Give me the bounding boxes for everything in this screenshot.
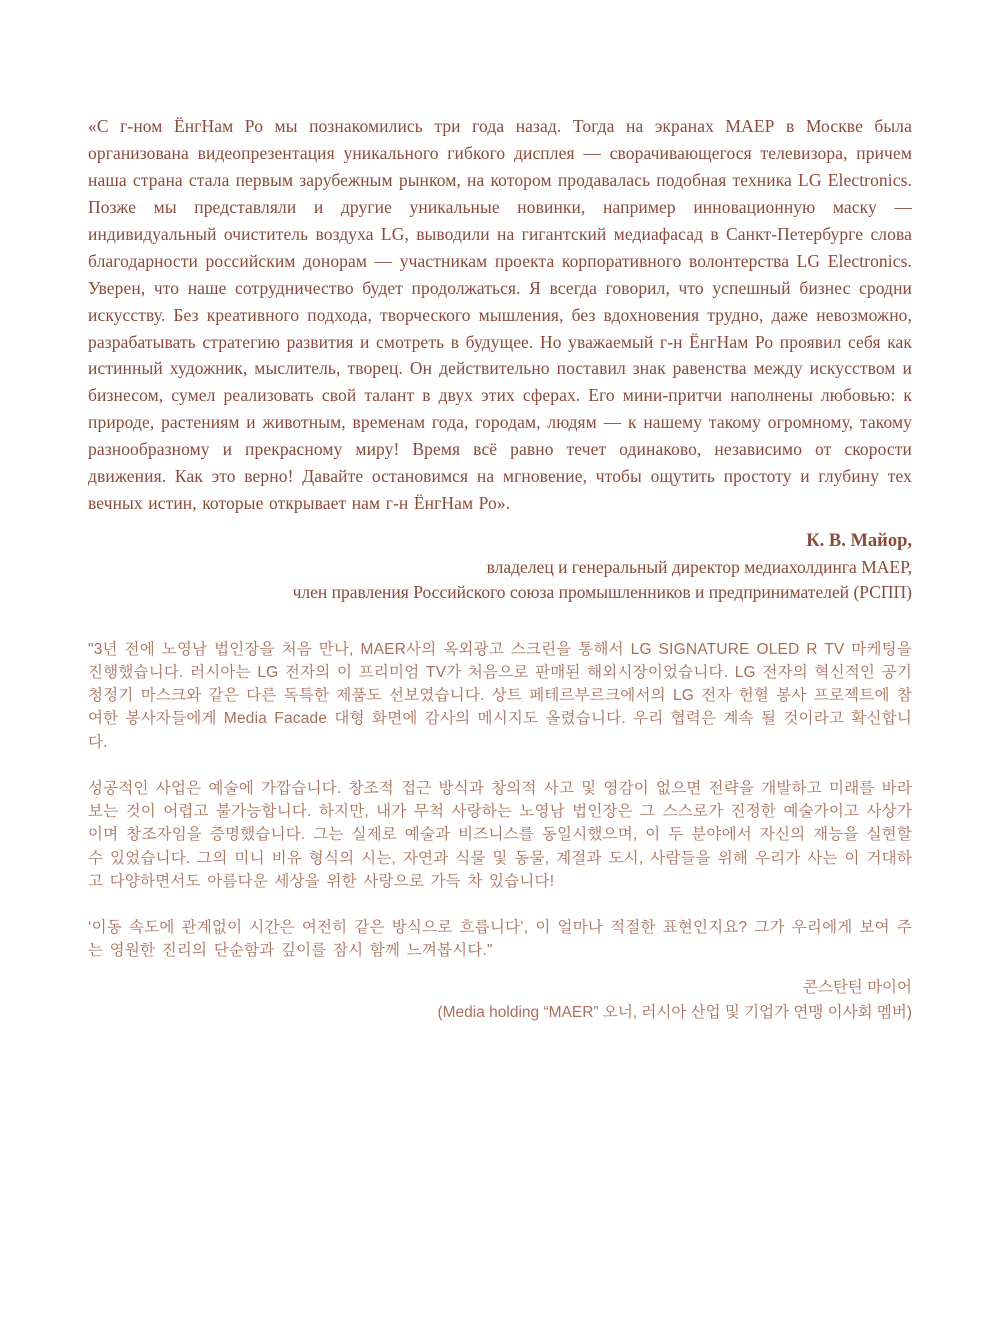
russian-attribution (88, 528, 912, 606)
russian-attribution-name: К. В. Майор, (806, 531, 912, 552)
russian-attribution-role-line2: член правления Российского союза промышленников и предпринимателей (РСПП) (292, 582, 912, 603)
russian-attribution-role-line1: владелец и генеральный директор медиахолдинга МАЕР, (486, 556, 912, 577)
korean-attribution (88, 975, 912, 1026)
korean-paragraph-1: "3년 전에 노영남 법인장을 처음 만나, MAER사의 옥외광고 스크린을 통해서 LG SIGNATURE OLED R TV 마케팅을 진행했습니다. 러시아는 LG 전자의 이 프리미엄 TV가 처음으로 판매된 해외시장이었습니다. LG 전자의 혁신적인 공기 청정기 마스크와 같은 다른 독특한 제품도 선보였습니다. 상트 페테르부르크에서의 LG 전자 헌혈 봉사 프로젝트에 참여한 봉사자들에게 Media Facade 대형 화면에 감사의 메시지도 올렸습니다. 우리 협력은 계속 될 것이라고 확신합니다. (88, 640, 912, 751)
korean-attribution-role: (Media holding “MAER” 오너, 러시아 산업 및 기업가 연맹 이사회 멤버) (437, 1004, 912, 1022)
korean-quote-block (88, 638, 912, 963)
korean-paragraph-2: 성공적인 사업은 예술에 가깝습니다. 창조적 접근 방식과 창의적 사고 및 영감이 없으면 전략을 개발하고 미래를 바라 보는 것이 어렵고 불가능합니다. 하지만, 내가 무척 사랑하는 노영남 법인장은 그 스스로가 진정한 예술가이고 사상가이며 창조자임을 증명했습니다. 그는 실제로 예술과 비즈니스를 동일시했으며, 이 두 분야에서 자신의 재능을 실현할 수 있었습니다. 그의 미니 비유 형식의 시는, 자연과 식물 및 동물, 계절과 도시, 사람들을 위해 우리가 사는 이 거대하고 다양하면서도 아름다운 세상을 위한 사랑으로 가득 차 있습니다! (88, 779, 912, 890)
russian-quote-paragraph: «С г-ном ЁнгНам Ро мы познакомились три года назад. Тогда на экранах МАЕР в Москве была организована видеопрезентация уникального гибкого дисплея — сворачивающегося телевизора, причем наша страна стала первым зарубежным рынком, на котором продавалась подобная техника LG Electronics. Позже мы представляли и другие уникальные новинки, например инновационную маску — индивидуальный очиститель воздуха LG, выводили на гигантский медиафасад в Санкт-Петербурге слова благодарности российским донорам — участникам проекта корпоративного волонтерства LG Electronics. Уверен, что наше сотрудничество будет продолжаться. Я всегда говорил, что успешный бизнес сродни искусству. Без креативного подхода, творческого мышления, без вдохновения трудно, даже невозможно, разрабатывать стратегию развития и смотреть в будущее. Но уважаемый г-н ЁнгНам Ро проявил себя как истинный художник, мыслитель, творец. Он действительно поставил знак равенства между искусством и бизнесом, сумел реализовать свой талант в двух этих сферах. Его мини-притчи наполнены любовью: к природе, растениям и животным, временам года, городам, людям — к нашему такому огромному, такому разнообразному и прекрасному миру! Время всё равно течет одинаково, независимо от скорости движения. Как это верно! Давайте остановимся на мгновение, чтобы ощутить простоту и глубину тех вечных истин, которые открывает нам г-н ЁнгНам Ро». (88, 116, 912, 514)
korean-attribution-name: 콘스탄틴 마이어 (802, 978, 912, 996)
korean-paragraph-3: ‘이동 속도에 관계없이 시간은 여전히 같은 방식으로 흐릅니다’, 이 얼마나 적절한 표현인지요? 그가 우리에게 보여 주는 영원한 진리의 단순함과 깊이를 잠시 함께 느껴봅시다." (88, 919, 912, 960)
